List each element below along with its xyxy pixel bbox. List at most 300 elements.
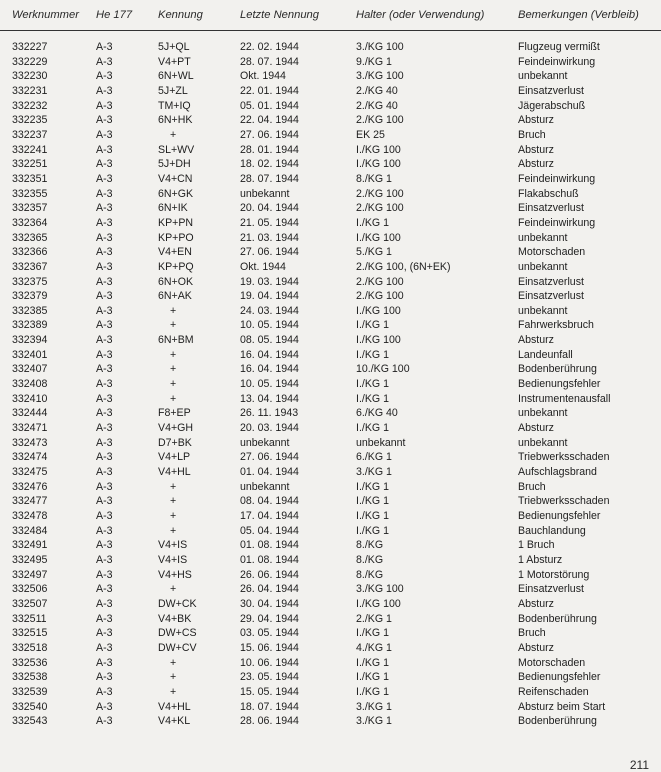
cell-bemerkungen: Bruch: [518, 128, 546, 141]
cell-kennung: V4+HL: [158, 700, 191, 713]
cell-bemerkungen: unbekannt: [518, 436, 568, 449]
cell-bemerkungen: unbekannt: [518, 407, 568, 420]
cell-type: A-3: [96, 334, 113, 347]
cell-halter: I./KG 1: [356, 685, 389, 698]
cell-bemerkungen: Bodenberührung: [518, 715, 597, 728]
cell-kennung: 5J+ZL: [158, 84, 188, 97]
table-row: [0, 377, 661, 392]
cell-bemerkungen: Aufschlagsbrand: [518, 466, 597, 479]
table-row: [0, 670, 661, 685]
cell-type: A-3: [96, 407, 113, 420]
cell-letzte-nennung: 03. 05. 1944: [240, 627, 299, 640]
cell-letzte-nennung: 27. 06. 1944: [240, 246, 299, 259]
cell-type: A-3: [96, 304, 113, 317]
cell-werknummer: 332471: [12, 422, 48, 435]
cell-type: A-3: [96, 715, 113, 728]
table-row: [0, 612, 661, 627]
cell-kennung: 6N+AK: [158, 290, 192, 303]
cell-letzte-nennung: 15. 06. 1944: [240, 641, 299, 654]
cell-type: A-3: [96, 553, 113, 566]
cell-halter: 9./KG 1: [356, 55, 392, 68]
cell-halter: 2./KG 40: [356, 84, 398, 97]
table-row: [0, 392, 661, 407]
table-row: [0, 304, 661, 319]
cell-werknummer: 332351: [12, 172, 48, 185]
cell-halter: I./KG 1: [356, 319, 389, 332]
cell-letzte-nennung: 17. 04. 1944: [240, 510, 299, 522]
cell-letzte-nennung: 13. 04. 1944: [240, 392, 299, 405]
cell-type: A-3: [96, 539, 113, 552]
cell-type: A-3: [96, 392, 113, 405]
cell-werknummer: 332241: [12, 143, 48, 156]
cell-kennung: D7+BK: [158, 436, 192, 449]
table-row: [0, 406, 661, 421]
cell-letzte-nennung: 05. 04. 1944: [240, 524, 299, 537]
cell-letzte-nennung: unbekannt: [240, 187, 290, 200]
cell-halter: I./KG 1: [356, 480, 389, 493]
cell-type: A-3: [96, 627, 113, 640]
cell-halter: I./KG 100: [356, 158, 401, 171]
cell-letzte-nennung: 28. 01. 1944: [240, 143, 299, 156]
cell-werknummer: 332385: [12, 304, 48, 317]
table-row: [0, 318, 661, 333]
cell-kennung: +: [170, 480, 177, 493]
cell-werknummer: 332407: [12, 363, 48, 376]
table-row: [0, 421, 661, 436]
cell-letzte-nennung: 26. 06. 1944: [240, 568, 299, 581]
cell-werknummer: 332235: [12, 114, 48, 127]
table-row: [0, 553, 661, 568]
cell-bemerkungen: 1 Motorstörung: [518, 568, 590, 581]
cell-letzte-nennung: 21. 03. 1944: [240, 231, 299, 244]
cell-bemerkungen: Absturz: [518, 114, 554, 127]
cell-type: A-3: [96, 524, 113, 537]
cell-bemerkungen: Flugzeug vermißt: [518, 41, 600, 53]
cell-kennung: +: [170, 378, 177, 391]
cell-letzte-nennung: 08. 04. 1944: [240, 495, 299, 508]
header-werknummer: Werknummer: [12, 9, 79, 21]
cell-werknummer: 332536: [12, 656, 48, 669]
cell-bemerkungen: Bodenberührung: [518, 612, 597, 625]
cell-letzte-nennung: Okt. 1944: [240, 70, 286, 83]
table-row: [0, 333, 661, 348]
cell-bemerkungen: 1 Absturz: [518, 553, 563, 566]
table-row: [0, 231, 661, 246]
cell-kennung: V4+HL: [158, 466, 191, 479]
cell-werknummer: 332227: [12, 41, 48, 53]
cell-type: A-3: [96, 187, 113, 200]
cell-letzte-nennung: 20. 03. 1944: [240, 422, 299, 435]
cell-kennung: V4+IS: [158, 539, 188, 552]
cell-halter: 3./KG 1: [356, 700, 392, 713]
cell-letzte-nennung: 24. 03. 1944: [240, 304, 299, 317]
cell-type: A-3: [96, 510, 113, 522]
cell-kennung: +: [170, 510, 177, 522]
table-row: [0, 128, 661, 143]
cell-kennung: V4+CN: [158, 172, 193, 185]
cell-werknummer: 332475: [12, 466, 48, 479]
cell-bemerkungen: Einsatzverlust: [518, 84, 584, 97]
cell-letzte-nennung: 27. 06. 1944: [240, 128, 299, 141]
cell-kennung: F8+EP: [158, 407, 191, 420]
cell-halter: I./KG 100: [356, 334, 401, 347]
cell-type: A-3: [96, 41, 113, 53]
cell-werknummer: 332394: [12, 334, 48, 347]
cell-bemerkungen: Feindeinwirkung: [518, 55, 596, 68]
cell-halter: I./KG 1: [356, 627, 389, 640]
cell-bemerkungen: Einsatzverlust: [518, 202, 584, 215]
cell-werknummer: 332474: [12, 451, 48, 464]
header-kennung: Kennung: [158, 9, 203, 21]
cell-bemerkungen: Feindeinwirkung: [518, 216, 596, 229]
header-divider: [0, 30, 661, 31]
cell-bemerkungen: Absturz: [518, 641, 554, 654]
cell-halter: I./KG 1: [356, 378, 389, 391]
cell-werknummer: 332389: [12, 319, 48, 332]
cell-bemerkungen: Einsatzverlust: [518, 290, 584, 303]
table-row: [0, 626, 661, 641]
cell-werknummer: 332410: [12, 392, 48, 405]
cell-type: A-3: [96, 275, 113, 288]
cell-letzte-nennung: 27. 06. 1944: [240, 451, 299, 464]
cell-letzte-nennung: Okt. 1944: [240, 260, 286, 273]
cell-kennung: 6N+WL: [158, 70, 194, 83]
cell-bemerkungen: Instrumentenausfall: [518, 392, 611, 405]
cell-werknummer: 332518: [12, 641, 48, 654]
cell-bemerkungen: unbekannt: [518, 231, 568, 244]
table-row: [0, 480, 661, 495]
cell-letzte-nennung: 26. 04. 1944: [240, 583, 299, 596]
cell-letzte-nennung: 19. 04. 1944: [240, 290, 299, 303]
cell-werknummer: 332484: [12, 524, 48, 537]
cell-kennung: +: [170, 348, 177, 361]
cell-type: A-3: [96, 568, 113, 581]
table-row: [0, 172, 661, 187]
cell-halter: 2./KG 100: [356, 114, 404, 127]
header-halter: Halter (oder Verwendung): [356, 9, 485, 21]
cell-type: A-3: [96, 641, 113, 654]
cell-type: A-3: [96, 231, 113, 244]
cell-type: A-3: [96, 656, 113, 669]
cell-werknummer: 332232: [12, 99, 48, 112]
cell-letzte-nennung: 08. 05. 1944: [240, 334, 299, 347]
cell-halter: I./KG 1: [356, 495, 389, 508]
cell-letzte-nennung: 21. 05. 1944: [240, 216, 299, 229]
cell-werknummer: 332355: [12, 187, 48, 200]
cell-halter: I./KG 100: [356, 143, 401, 156]
cell-bemerkungen: Einsatzverlust: [518, 275, 584, 288]
cell-werknummer: 332230: [12, 70, 48, 83]
cell-bemerkungen: Feindeinwirkung: [518, 172, 596, 185]
cell-kennung: 6N+IK: [158, 202, 188, 215]
table-row: [0, 538, 661, 553]
cell-werknummer: 332473: [12, 436, 48, 449]
table-row: [0, 362, 661, 377]
cell-halter: 5./KG 1: [356, 246, 392, 259]
cell-kennung: V4+LP: [158, 451, 191, 464]
cell-letzte-nennung: 20. 04. 1944: [240, 202, 299, 215]
cell-type: A-3: [96, 84, 113, 97]
cell-kennung: +: [170, 685, 177, 698]
cell-werknummer: 332357: [12, 202, 48, 215]
cell-type: A-3: [96, 422, 113, 435]
cell-kennung: SL+WV: [158, 143, 195, 156]
cell-bemerkungen: unbekannt: [518, 260, 568, 273]
cell-halter: I./KG 100: [356, 304, 401, 317]
cell-letzte-nennung: 29. 04. 1944: [240, 612, 299, 625]
cell-kennung: 5J+DH: [158, 158, 191, 171]
cell-halter: 2./KG 100: [356, 290, 404, 303]
cell-letzte-nennung: 16. 04. 1944: [240, 363, 299, 376]
cell-halter: I./KG 1: [356, 656, 389, 669]
table-row: [0, 348, 661, 363]
cell-werknummer: 332364: [12, 216, 48, 229]
cell-type: A-3: [96, 55, 113, 68]
cell-type: A-3: [96, 348, 113, 361]
cell-werknummer: 332495: [12, 553, 48, 566]
cell-letzte-nennung: 18. 07. 1944: [240, 700, 299, 713]
cell-werknummer: 332367: [12, 260, 48, 273]
cell-halter: 3./KG 1: [356, 715, 392, 728]
cell-werknummer: 332476: [12, 480, 48, 493]
table-body: [0, 40, 661, 729]
cell-type: A-3: [96, 172, 113, 185]
cell-bemerkungen: Absturz beim Start: [518, 700, 606, 713]
table-header: [0, 0, 661, 30]
cell-halter: 3./KG 100: [356, 41, 404, 53]
cell-werknummer: 332539: [12, 685, 48, 698]
cell-werknummer: 332478: [12, 510, 48, 522]
cell-halter: 4./KG 1: [356, 641, 392, 654]
cell-bemerkungen: Bedienungsfehler: [518, 378, 601, 391]
cell-kennung: DW+CS: [158, 627, 197, 640]
cell-type: A-3: [96, 436, 113, 449]
table-row: [0, 685, 661, 700]
table-row: [0, 582, 661, 597]
table-row: [0, 289, 661, 304]
cell-kennung: KP+PN: [158, 216, 194, 229]
cell-werknummer: 332237: [12, 128, 48, 141]
cell-werknummer: 332365: [12, 231, 48, 244]
table-row: [0, 524, 661, 539]
cell-type: A-3: [96, 114, 113, 127]
cell-bemerkungen: Triebwerksschaden: [518, 451, 610, 464]
cell-werknummer: 332444: [12, 407, 48, 420]
cell-kennung: V4+PT: [158, 55, 191, 68]
cell-werknummer: 332408: [12, 378, 48, 391]
cell-kennung: +: [170, 583, 177, 596]
cell-letzte-nennung: 01. 04. 1944: [240, 466, 299, 479]
cell-halter: I./KG 1: [356, 422, 389, 435]
cell-bemerkungen: Jägerabschuß: [518, 99, 586, 112]
cell-halter: 8./KG: [356, 539, 384, 552]
cell-kennung: +: [170, 319, 177, 332]
cell-type: A-3: [96, 671, 113, 684]
cell-letzte-nennung: 22. 02. 1944: [240, 41, 299, 53]
cell-werknummer: 332401: [12, 348, 48, 361]
header-type: He 177: [96, 9, 133, 21]
cell-letzte-nennung: 16. 04. 1944: [240, 348, 299, 361]
cell-letzte-nennung: 01. 08. 1944: [240, 553, 299, 566]
table-row: [0, 187, 661, 202]
cell-type: A-3: [96, 451, 113, 464]
cell-letzte-nennung: 22. 01. 1944: [240, 84, 299, 97]
cell-kennung: 6N+OK: [158, 275, 194, 288]
cell-kennung: 6N+GK: [158, 187, 194, 200]
cell-halter: 2./KG 40: [356, 99, 398, 112]
table-row: [0, 99, 661, 114]
cell-type: A-3: [96, 246, 113, 259]
cell-letzte-nennung: 23. 05. 1944: [240, 671, 299, 684]
cell-type: A-3: [96, 319, 113, 332]
cell-bemerkungen: Triebwerksschaden: [518, 495, 610, 508]
cell-kennung: V4+IS: [158, 553, 188, 566]
cell-kennung: +: [170, 304, 177, 317]
page-number: 211: [629, 758, 649, 772]
cell-kennung: V4+KL: [158, 715, 191, 728]
cell-letzte-nennung: 05. 01. 1944: [240, 99, 299, 112]
table-row: [0, 143, 661, 158]
cell-kennung: V4+HS: [158, 568, 192, 581]
cell-halter: 2./KG 100, (6N+EK): [356, 260, 451, 273]
cell-werknummer: 332229: [12, 55, 48, 68]
cell-halter: 8./KG: [356, 568, 384, 581]
cell-bemerkungen: Flakabschuß: [518, 187, 579, 200]
table-row: [0, 641, 661, 656]
table-row: [0, 113, 661, 128]
table-row: [0, 656, 661, 671]
cell-kennung: +: [170, 128, 177, 141]
cell-bemerkungen: Bauchlandung: [518, 524, 586, 537]
cell-bemerkungen: Einsatzverlust: [518, 583, 584, 596]
cell-halter: I./KG 1: [356, 348, 389, 361]
table-row: [0, 216, 661, 231]
cell-werknummer: 332507: [12, 597, 48, 610]
cell-werknummer: 332538: [12, 671, 48, 684]
table-row: [0, 450, 661, 465]
cell-type: A-3: [96, 685, 113, 698]
table-row: [0, 597, 661, 612]
cell-kennung: +: [170, 656, 177, 669]
cell-type: A-3: [96, 495, 113, 508]
cell-werknummer: 332251: [12, 158, 48, 171]
cell-type: A-3: [96, 143, 113, 156]
cell-type: A-3: [96, 597, 113, 610]
table-row: [0, 714, 661, 729]
table-row: [0, 436, 661, 451]
cell-letzte-nennung: 30. 04. 1944: [240, 597, 299, 610]
table-row: [0, 245, 661, 260]
cell-werknummer: 332497: [12, 568, 48, 581]
cell-bemerkungen: Absturz: [518, 422, 554, 435]
cell-type: A-3: [96, 158, 113, 171]
cell-halter: unbekannt: [356, 436, 406, 449]
table-row: [0, 700, 661, 715]
cell-bemerkungen: Bodenberührung: [518, 363, 597, 376]
cell-bemerkungen: unbekannt: [518, 304, 568, 317]
table-row: [0, 69, 661, 84]
cell-type: A-3: [96, 583, 113, 596]
cell-halter: 3./KG 1: [356, 466, 392, 479]
cell-type: A-3: [96, 480, 113, 493]
cell-type: A-3: [96, 128, 113, 141]
cell-kennung: +: [170, 392, 177, 405]
cell-letzte-nennung: 22. 04. 1944: [240, 114, 299, 127]
cell-kennung: DW+CV: [158, 641, 197, 654]
table-row: [0, 40, 661, 55]
cell-halter: 10./KG 100: [356, 363, 410, 376]
cell-letzte-nennung: 10. 05. 1944: [240, 378, 299, 391]
cell-werknummer: 332375: [12, 275, 48, 288]
table-row: [0, 157, 661, 172]
cell-halter: 2./KG 1: [356, 612, 392, 625]
cell-kennung: V4+GH: [158, 422, 194, 435]
cell-bemerkungen: Bedienungsfehler: [518, 671, 601, 684]
cell-kennung: KP+PQ: [158, 260, 194, 273]
cell-halter: 6./KG 1: [356, 451, 392, 464]
header-letzte-nennung: Letzte Nennung: [240, 9, 319, 21]
cell-halter: 3./KG 100: [356, 70, 404, 83]
cell-halter: 2./KG 100: [356, 202, 404, 215]
cell-werknummer: 332231: [12, 84, 48, 97]
cell-bemerkungen: Landeunfall: [518, 348, 573, 361]
table-row: [0, 465, 661, 480]
cell-halter: I./KG 1: [356, 510, 389, 522]
cell-kennung: 6N+BM: [158, 334, 194, 347]
cell-bemerkungen: Fahrwerksbruch: [518, 319, 594, 332]
cell-halter: I./KG 100: [356, 597, 401, 610]
cell-letzte-nennung: 28. 07. 1944: [240, 172, 299, 185]
cell-werknummer: 332540: [12, 700, 48, 713]
cell-bemerkungen: Bruch: [518, 480, 546, 493]
cell-type: A-3: [96, 466, 113, 479]
cell-werknummer: 332515: [12, 627, 48, 640]
cell-type: A-3: [96, 260, 113, 273]
cell-bemerkungen: Absturz: [518, 158, 554, 171]
cell-bemerkungen: Motorschaden: [518, 246, 586, 259]
cell-letzte-nennung: 15. 05. 1944: [240, 685, 299, 698]
cell-letzte-nennung: unbekannt: [240, 480, 290, 493]
cell-halter: EK 25: [356, 128, 385, 141]
cell-bemerkungen: unbekannt: [518, 70, 568, 83]
cell-bemerkungen: Absturz: [518, 597, 554, 610]
cell-halter: 6./KG 40: [356, 407, 398, 420]
table-row: [0, 260, 661, 275]
cell-werknummer: 332477: [12, 495, 48, 508]
cell-letzte-nennung: unbekannt: [240, 436, 290, 449]
table-row: [0, 84, 661, 99]
table-row: [0, 568, 661, 583]
table-row: [0, 275, 661, 290]
cell-kennung: V4+BK: [158, 612, 192, 625]
cell-halter: I./KG 1: [356, 524, 389, 537]
cell-halter: 8./KG: [356, 553, 384, 566]
cell-bemerkungen: Absturz: [518, 143, 554, 156]
cell-kennung: 5J+QL: [158, 41, 190, 53]
cell-letzte-nennung: 10. 05. 1944: [240, 319, 299, 332]
cell-letzte-nennung: 10. 06. 1944: [240, 656, 299, 669]
cell-type: A-3: [96, 290, 113, 303]
cell-kennung: 6N+HK: [158, 114, 193, 127]
cell-letzte-nennung: 28. 06. 1944: [240, 715, 299, 728]
cell-kennung: +: [170, 363, 177, 376]
cell-halter: 2./KG 100: [356, 187, 404, 200]
cell-werknummer: 332379: [12, 290, 48, 303]
cell-type: A-3: [96, 202, 113, 215]
cell-kennung: KP+PO: [158, 231, 194, 244]
table-row: [0, 509, 661, 524]
cell-type: A-3: [96, 612, 113, 625]
